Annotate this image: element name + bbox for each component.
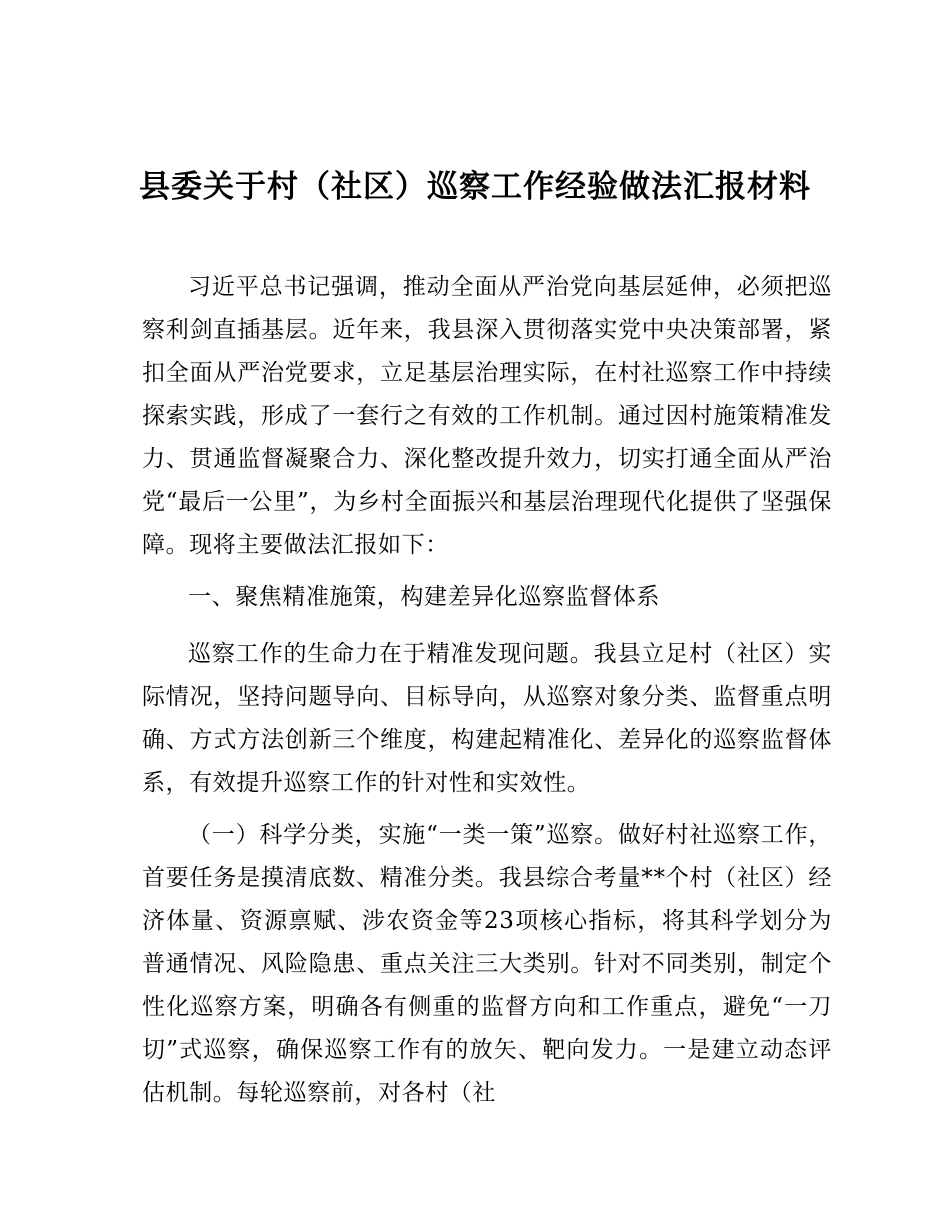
- section-paragraph: 巡察工作的生命力在于精准发现问题。我县立足村（社区）实际情况，坚持问题导向、目标导向，从巡察对象分类、监督重点明确、方式方法创新三个维度，构建起精准化、差异化的巡察监督体系，有效提升巡察工作的针对性和实效性。: [142, 641, 832, 796]
- intro-paragraph: 习近平总书记强调，推动全面从严治党向基层延伸，必须把巡察利剑直插基层。近年来，我县深入贯彻落实党中央决策部署，紧扣全面从严治党要求，立足基层治理实际，在村社巡察工作中持续探索实践，形成了一套行之有效的工作机制。通过因村施策精准发力、贯通监督凝聚合力、深化整改提升效力，切实打通全面从严治党“最后一公里”，为乡村全面振兴和基层治理现代化提供了坚强保障。现将主要做法汇报如下：: [142, 274, 832, 558]
- document-body: [142, 266, 832, 1124]
- document-title: 县委关于村（社区）巡察工作经验做法汇报材料: [139, 169, 811, 205]
- subsection-paragraph: （一）科学分类，实施“一类一策”巡察。做好村社巡察工作，首要任务是摸清底数、精准分类。我县综合考量**个村（社区）经济体量、资源禀赋、涉农资金等23项核心指标，将其科学划分为普通情况、风险隐患、重点关注三大类别。针对不同类别，制定个性化巡察方案，明确各有侧重的监督方向和工作重点，避免“一刀切”式巡察，确保巡察工作有的放矢、靶向发力。一是建立动态评估机制。每轮巡察前，对各村（社: [142, 822, 832, 1106]
- section-heading: 一、聚焦精准施策，构建差异化巡察监督体系: [188, 584, 660, 610]
